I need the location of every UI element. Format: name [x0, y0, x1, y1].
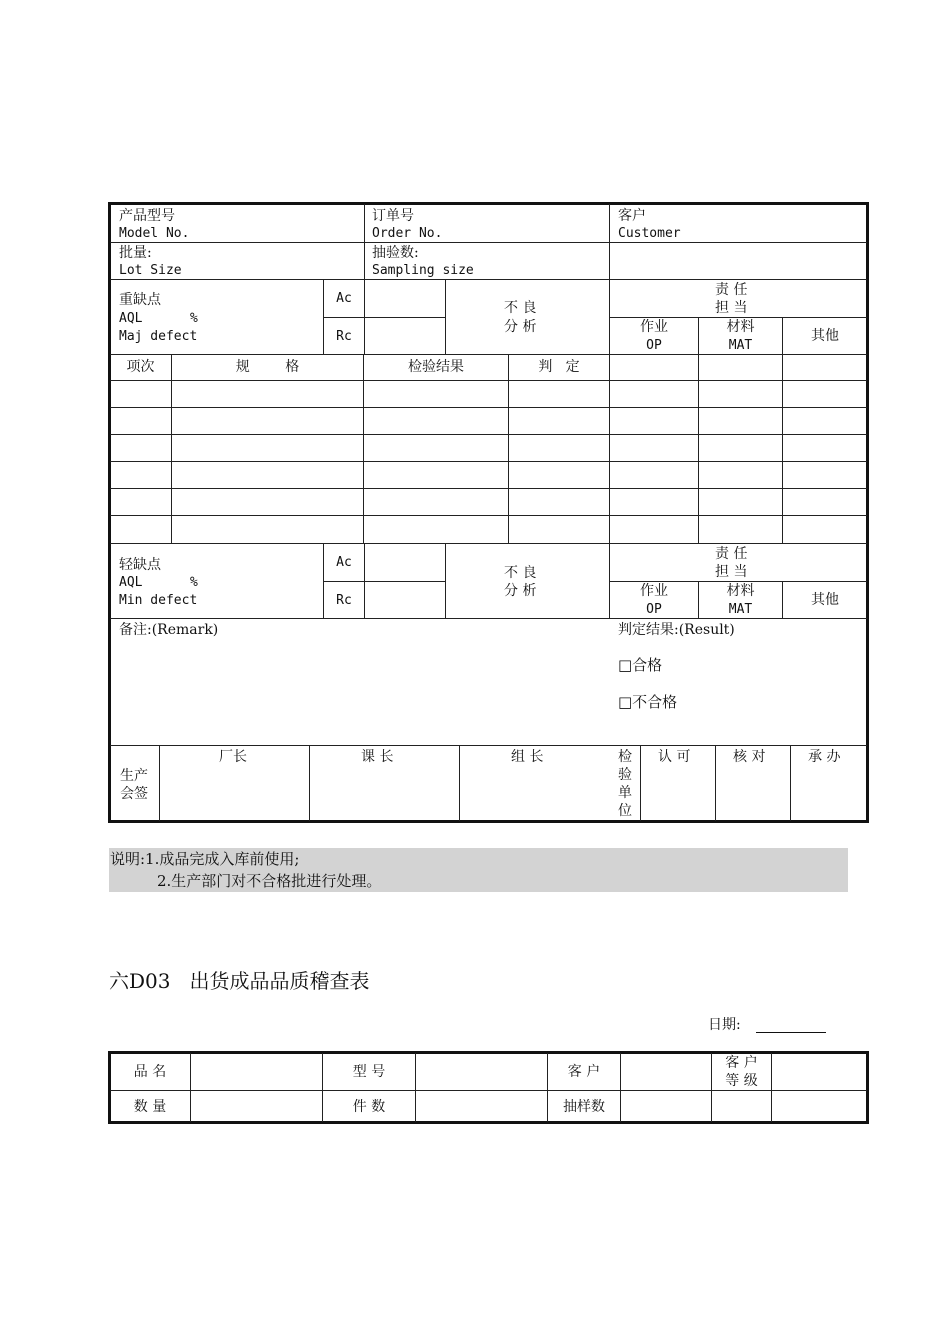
major-op: 作业 [640, 318, 668, 335]
inspection-form-frame [108, 202, 869, 823]
col-item: 项次 [126, 359, 155, 375]
remark-label: 备注:(Remark) [119, 622, 219, 638]
row-divider [110, 242, 867, 243]
lot-size-label: 批量: [119, 245, 152, 261]
col-divider [415, 1053, 416, 1122]
date-input[interactable] [756, 1016, 826, 1033]
pieces-label: 件 数 [352, 1098, 386, 1115]
production-label-2: 会签 [120, 786, 148, 802]
col-spec: 规 格 [235, 359, 300, 375]
minor-analysis-1: 不 良 [504, 565, 537, 581]
customer-level-label-2: 等 级 [725, 1072, 758, 1089]
production-label-1: 生产 [120, 768, 148, 784]
major-op-en: OP [646, 337, 662, 353]
col-divider [364, 279, 365, 354]
handle-label: 承 办 [808, 749, 841, 765]
row-divider [110, 515, 867, 516]
row-divider [110, 488, 867, 489]
major-other: 其他 [811, 327, 839, 344]
model-label: 产品型号 [119, 208, 175, 224]
major-resp-2: 担 当 [715, 300, 748, 316]
section-chief-label: 课 长 [361, 749, 394, 765]
instruction-line-1: 说明:1.成品完成入库前使用; [110, 850, 300, 868]
minor-ac: Ac [336, 555, 352, 570]
minor-op-en: OP [646, 601, 662, 617]
col-divider [771, 1053, 772, 1122]
minor-op: 作业 [640, 582, 668, 599]
col-judge: 判 定 [538, 359, 580, 375]
minor-rc: Rc [336, 592, 352, 608]
col-divider [620, 1053, 621, 1122]
col-divider [609, 204, 610, 619]
check-label: 核 对 [733, 749, 766, 765]
minor-defect-title: 轻缺点 [119, 557, 161, 573]
order-label-en: Order No. [372, 226, 443, 241]
col-divider [171, 354, 172, 543]
minor-mat: 材料 [726, 582, 755, 599]
col-divider [445, 279, 446, 354]
instructions-box [109, 848, 848, 892]
major-ac: Ac [336, 291, 352, 306]
major-analysis-2: 分 析 [504, 319, 537, 335]
approve-label: 认 可 [658, 749, 691, 765]
minor-resp-1: 责 任 [715, 546, 748, 562]
row-divider [110, 618, 867, 619]
col-divider [190, 1053, 191, 1122]
col-result: 检验结果 [408, 359, 464, 375]
minor-aql-pct: % [190, 575, 198, 590]
major-resp-1: 责 任 [715, 282, 748, 298]
form2-title: 六D03 出货成品品质稽查表 [109, 969, 370, 993]
minor-aql: AQL [119, 575, 143, 590]
customer-label: 客户 [618, 208, 646, 224]
lot-size-label-en: Lot Size [119, 263, 182, 278]
row-divider [110, 434, 867, 435]
col-divider [309, 745, 310, 821]
col-divider [459, 745, 460, 821]
col-divider [159, 745, 160, 821]
row-divider [110, 461, 867, 462]
col-divider [640, 745, 641, 821]
row-divider [110, 543, 867, 544]
row-divider [110, 745, 867, 746]
major-analysis-1: 不 良 [504, 300, 537, 316]
quantity-label: 数 量 [133, 1098, 167, 1115]
fail-checkbox[interactable]: □不合格 [618, 693, 678, 711]
order-label: 订单号 [372, 208, 414, 224]
customer-label-2: 客 户 [567, 1063, 601, 1080]
col-divider [790, 745, 791, 821]
sampling-label-en: Sampling size [372, 263, 474, 278]
row-divider [110, 407, 867, 408]
major-aql-pct: % [190, 311, 198, 326]
col-divider [715, 745, 716, 821]
minor-resp-2: 担 当 [715, 564, 748, 580]
col-divider [364, 543, 365, 618]
pass-checkbox[interactable]: □合格 [618, 656, 663, 674]
minor-analysis-2: 分 析 [504, 583, 537, 599]
col-divider [445, 543, 446, 618]
col-divider [363, 354, 364, 543]
minor-mat-en: MAT [728, 601, 753, 617]
sampling-label: 抽验数: [372, 245, 419, 261]
major-mat-en: MAT [728, 337, 753, 353]
inspection-unit-char-4: 位 [618, 803, 632, 819]
inspection-unit-char-2: 验 [618, 767, 632, 783]
factory-manager-label: 厂长 [219, 749, 247, 765]
product-name-label: 品 名 [133, 1063, 167, 1080]
major-defect-title: 重缺点 [119, 292, 161, 308]
major-rc: Rc [336, 328, 352, 344]
date-label: 日期: [708, 1017, 741, 1033]
inspection-unit-char-1: 检 [618, 749, 632, 765]
inspection-unit-char-3: 单 [618, 785, 632, 801]
customer-label-en: Customer [618, 226, 681, 241]
sample-qty-label: 抽样数 [563, 1098, 605, 1115]
minor-other: 其他 [811, 591, 839, 608]
model-label-en: Model No. [119, 226, 190, 241]
major-mat: 材料 [726, 318, 755, 335]
model-label-2: 型 号 [352, 1063, 386, 1080]
col-divider [364, 204, 365, 279]
row-divider [110, 1090, 867, 1091]
minor-defect-en: Min defect [119, 593, 198, 608]
row-divider [110, 380, 867, 381]
instruction-line-2: 2.生产部门对不合格批进行处理。 [157, 872, 382, 890]
row-divider [110, 279, 867, 280]
customer-level-label-1: 客 户 [725, 1054, 758, 1071]
team-leader-label: 组 长 [511, 749, 544, 765]
major-defect-en: Maj defect [119, 329, 198, 344]
major-aql: AQL [119, 311, 143, 326]
result-label: 判定结果:(Result) [618, 622, 735, 638]
col-divider [508, 354, 509, 543]
